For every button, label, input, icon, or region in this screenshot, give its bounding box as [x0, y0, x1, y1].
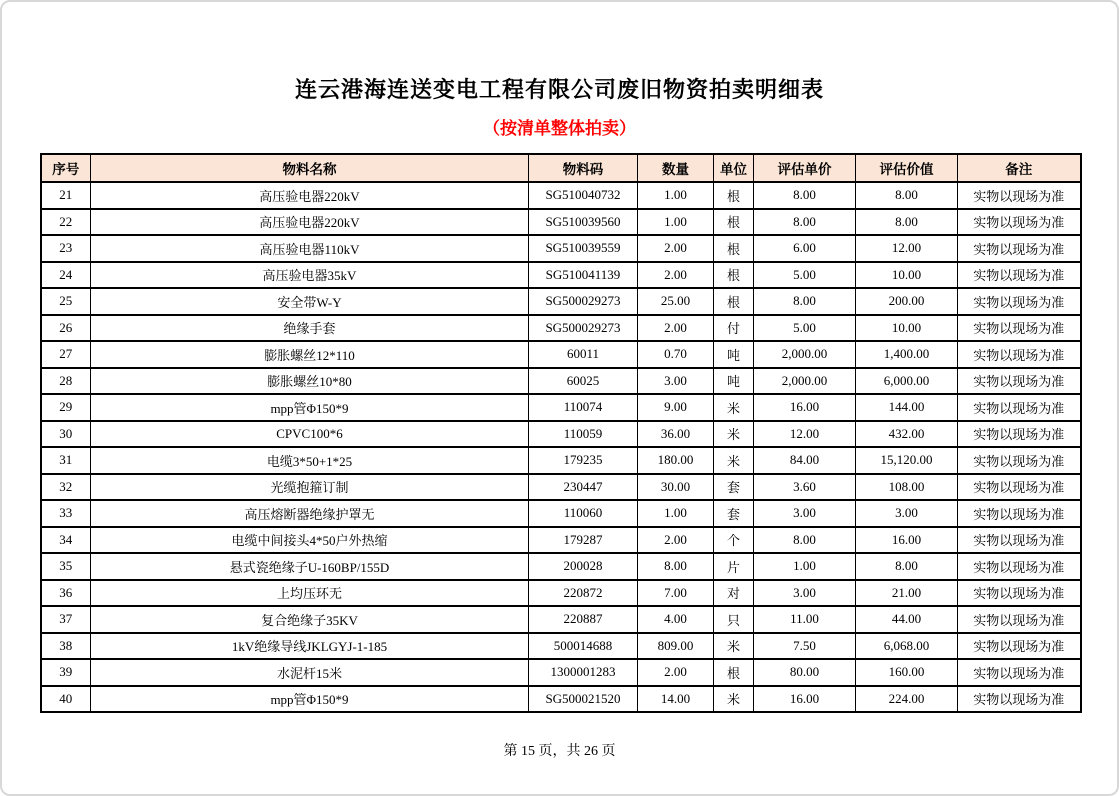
table-cell: 1.00 [754, 553, 856, 580]
table-cell: 12.00 [856, 235, 958, 262]
table-cell: 实物以现场为准 [958, 633, 1081, 660]
table-cell: 80.00 [754, 659, 856, 686]
table-cell: mpp管Φ150*9 [91, 686, 529, 713]
table-cell: 15,120.00 [856, 447, 958, 474]
table-cell: 44.00 [856, 606, 958, 633]
table-cell: 高压验电器220kV [91, 209, 529, 236]
table-cell: 米 [714, 394, 754, 421]
table-cell: 37 [41, 606, 91, 633]
table-cell: 200028 [529, 553, 638, 580]
table-cell: 3.60 [754, 474, 856, 501]
column-header: 备注 [958, 154, 1081, 182]
table-row [41, 288, 1081, 315]
table-row [41, 182, 1081, 209]
table-cell: 根 [714, 235, 754, 262]
table-cell: 只 [714, 606, 754, 633]
table-cell: 实物以现场为准 [958, 394, 1081, 421]
table-cell: 高压验电器110kV [91, 235, 529, 262]
table-cell: SG510040732 [529, 182, 638, 209]
table-cell: 40 [41, 686, 91, 713]
table-cell: 5.00 [754, 262, 856, 289]
table-cell: 根 [714, 288, 754, 315]
table-cell: 2.00 [638, 527, 714, 554]
table-cell: SG500029273 [529, 288, 638, 315]
table-cell: 110060 [529, 500, 638, 527]
table-row [41, 421, 1081, 448]
table-cell: 2,000.00 [754, 341, 856, 368]
table-cell: 12.00 [754, 421, 856, 448]
table-cell: 33 [41, 500, 91, 527]
table-cell: 付 [714, 315, 754, 342]
table-cell: 14.00 [638, 686, 714, 713]
table-cell: 25 [41, 288, 91, 315]
table-cell: 0.70 [638, 341, 714, 368]
table-row [41, 368, 1081, 395]
document-page [40, 2, 1080, 760]
table-cell: 8.00 [856, 209, 958, 236]
column-header: 数量 [638, 154, 714, 182]
table-cell: SG510039560 [529, 209, 638, 236]
page-number: 第 15 页，共 26 页 [503, 744, 616, 759]
column-header: 序号 [41, 154, 91, 182]
table-cell: SG500029273 [529, 315, 638, 342]
table-cell: 2.00 [638, 235, 714, 262]
table-cell: 144.00 [856, 394, 958, 421]
table-cell: 实物以现场为准 [958, 447, 1081, 474]
table-cell: 对 [714, 580, 754, 607]
table-cell: 24 [41, 262, 91, 289]
table-cell: 复合绝缘子35KV [91, 606, 529, 633]
table-cell: 26 [41, 315, 91, 342]
table-cell: 110059 [529, 421, 638, 448]
table-row [41, 394, 1081, 421]
table-body [41, 182, 1081, 712]
table-cell: 膨胀螺丝12*110 [91, 341, 529, 368]
table-cell: 水泥杆15米 [91, 659, 529, 686]
table-cell: 432.00 [856, 421, 958, 448]
table-row [41, 633, 1081, 660]
table-cell: 实物以现场为准 [958, 500, 1081, 527]
table-cell: 30 [41, 421, 91, 448]
table-cell: 179235 [529, 447, 638, 474]
table-cell: 23 [41, 235, 91, 262]
table-cell: 21.00 [856, 580, 958, 607]
table-cell: 高压熔断器绝缘护罩无 [91, 500, 529, 527]
table-cell: 38 [41, 633, 91, 660]
table-cell: 膨胀螺丝10*80 [91, 368, 529, 395]
header-row [41, 154, 1081, 182]
table-cell: 220872 [529, 580, 638, 607]
table-cell: 米 [714, 686, 754, 713]
table-row [41, 235, 1081, 262]
table-cell: 8.00 [856, 553, 958, 580]
table-cell: 实物以现场为准 [958, 421, 1081, 448]
table-cell: 片 [714, 553, 754, 580]
table-cell: 6.00 [754, 235, 856, 262]
table-cell: 根 [714, 182, 754, 209]
table-cell: 10.00 [856, 315, 958, 342]
table-cell: 根 [714, 262, 754, 289]
table-row [41, 580, 1081, 607]
table-cell: 套 [714, 474, 754, 501]
table-row [41, 500, 1081, 527]
table-cell: 16.00 [754, 394, 856, 421]
table-cell: 2.00 [638, 659, 714, 686]
table-row [41, 686, 1081, 713]
table-cell: 实物以现场为准 [958, 606, 1081, 633]
table-cell: 4.00 [638, 606, 714, 633]
table-cell: 809.00 [638, 633, 714, 660]
table-cell: 110074 [529, 394, 638, 421]
table-cell: mpp管Φ150*9 [91, 394, 529, 421]
table-cell: 实物以现场为准 [958, 182, 1081, 209]
table-cell: 179287 [529, 527, 638, 554]
table-cell: 1,400.00 [856, 341, 958, 368]
table-cell: 1300001283 [529, 659, 638, 686]
table-cell: 实物以现场为准 [958, 368, 1081, 395]
table-cell: 1.00 [638, 500, 714, 527]
table-cell: 1.00 [638, 182, 714, 209]
table-cell: 实物以现场为准 [958, 580, 1081, 607]
table-cell: 2.00 [638, 315, 714, 342]
table-row [41, 659, 1081, 686]
table-cell: 电缆中间接头4*50户外热缩 [91, 527, 529, 554]
table-cell: 8.00 [754, 288, 856, 315]
table-cell: 上均压环无 [91, 580, 529, 607]
table-cell: 吨 [714, 341, 754, 368]
page-title: 连云港海连送变电工程有限公司废旧物资拍卖明细表 [294, 77, 824, 102]
table-cell: 36.00 [638, 421, 714, 448]
page-subtitle: （按清单整体拍卖） [483, 119, 636, 138]
table-cell: 8.00 [754, 527, 856, 554]
table-cell: 25.00 [638, 288, 714, 315]
table-cell: 9.00 [638, 394, 714, 421]
table-cell: CPVC100*6 [91, 421, 529, 448]
table-cell: 16.00 [856, 527, 958, 554]
table-cell: 1kV绝缘导线JKLGYJ-1-185 [91, 633, 529, 660]
table-row [41, 527, 1081, 554]
table-cell: 6,000.00 [856, 368, 958, 395]
table-cell: 高压验电器35kV [91, 262, 529, 289]
column-header: 评估单价 [754, 154, 856, 182]
table-cell: 31 [41, 447, 91, 474]
table-row [41, 606, 1081, 633]
table-cell: 5.00 [754, 315, 856, 342]
table-cell: 8.00 [856, 182, 958, 209]
table-cell: 220887 [529, 606, 638, 633]
table-row [41, 262, 1081, 289]
table-cell: 2.00 [638, 262, 714, 289]
table-cell: 21 [41, 182, 91, 209]
table-cell: 160.00 [856, 659, 958, 686]
table-cell: 实物以现场为准 [958, 686, 1081, 713]
table-cell: 34 [41, 527, 91, 554]
table-cell: 180.00 [638, 447, 714, 474]
table-cell: 7.00 [638, 580, 714, 607]
table-cell: 实物以现场为准 [958, 288, 1081, 315]
table-cell: 84.00 [754, 447, 856, 474]
table-cell: 电缆3*50+1*25 [91, 447, 529, 474]
table-cell: 米 [714, 633, 754, 660]
table-cell: 悬式瓷绝缘子U-160BP/155D [91, 553, 529, 580]
table-cell: SG510039559 [529, 235, 638, 262]
table-cell: 吨 [714, 368, 754, 395]
table-cell: 3.00 [638, 368, 714, 395]
table-cell: 根 [714, 659, 754, 686]
table-cell: 60025 [529, 368, 638, 395]
table-cell: 高压验电器220kV [91, 182, 529, 209]
table-cell: 根 [714, 209, 754, 236]
table-cell: 32 [41, 474, 91, 501]
table-row [41, 553, 1081, 580]
table-cell: 米 [714, 447, 754, 474]
table-cell: 实物以现场为准 [958, 341, 1081, 368]
table-row [41, 474, 1081, 501]
column-header: 物料名称 [91, 154, 529, 182]
table-cell: 个 [714, 527, 754, 554]
table-cell: 实物以现场为准 [958, 262, 1081, 289]
table-cell: 实物以现场为准 [958, 209, 1081, 236]
table-cell: 米 [714, 421, 754, 448]
table-cell: 3.00 [856, 500, 958, 527]
table-cell: 27 [41, 341, 91, 368]
table-cell: 安全带W-Y [91, 288, 529, 315]
table-cell: 7.50 [754, 633, 856, 660]
table-cell: 36 [41, 580, 91, 607]
table-cell: 108.00 [856, 474, 958, 501]
table-cell: 绝缘手套 [91, 315, 529, 342]
table-cell: 实物以现场为准 [958, 527, 1081, 554]
table-cell: 224.00 [856, 686, 958, 713]
table-cell: 套 [714, 500, 754, 527]
column-header: 物料码 [529, 154, 638, 182]
table-cell: SG510041139 [529, 262, 638, 289]
table-cell: SG500021520 [529, 686, 638, 713]
table-cell: 39 [41, 659, 91, 686]
table-cell: 3.00 [754, 500, 856, 527]
table-cell: 60011 [529, 341, 638, 368]
table-cell: 2,000.00 [754, 368, 856, 395]
table-cell: 1.00 [638, 209, 714, 236]
table-cell: 22 [41, 209, 91, 236]
table-cell: 230447 [529, 474, 638, 501]
table-cell: 29 [41, 394, 91, 421]
table-cell: 实物以现场为准 [958, 659, 1081, 686]
auction-table [40, 153, 1082, 713]
table-cell: 实物以现场为准 [958, 235, 1081, 262]
table-cell: 10.00 [856, 262, 958, 289]
table-cell: 16.00 [754, 686, 856, 713]
table-cell: 实物以现场为准 [958, 553, 1081, 580]
table-cell: 8.00 [754, 182, 856, 209]
table-cell: 6,068.00 [856, 633, 958, 660]
table-cell: 实物以现场为准 [958, 474, 1081, 501]
table-cell: 35 [41, 553, 91, 580]
table-cell: 28 [41, 368, 91, 395]
table-row [41, 209, 1081, 236]
table-cell: 11.00 [754, 606, 856, 633]
table-cell: 500014688 [529, 633, 638, 660]
table-row [41, 447, 1081, 474]
table-cell: 8.00 [638, 553, 714, 580]
table-cell: 8.00 [754, 209, 856, 236]
table-cell: 30.00 [638, 474, 714, 501]
table-cell: 实物以现场为准 [958, 315, 1081, 342]
table-cell: 光缆抱箍订制 [91, 474, 529, 501]
table-row [41, 341, 1081, 368]
column-header: 评估价值 [856, 154, 958, 182]
table-row [41, 315, 1081, 342]
table-cell: 200.00 [856, 288, 958, 315]
table-cell: 3.00 [754, 580, 856, 607]
column-header: 单位 [714, 154, 754, 182]
